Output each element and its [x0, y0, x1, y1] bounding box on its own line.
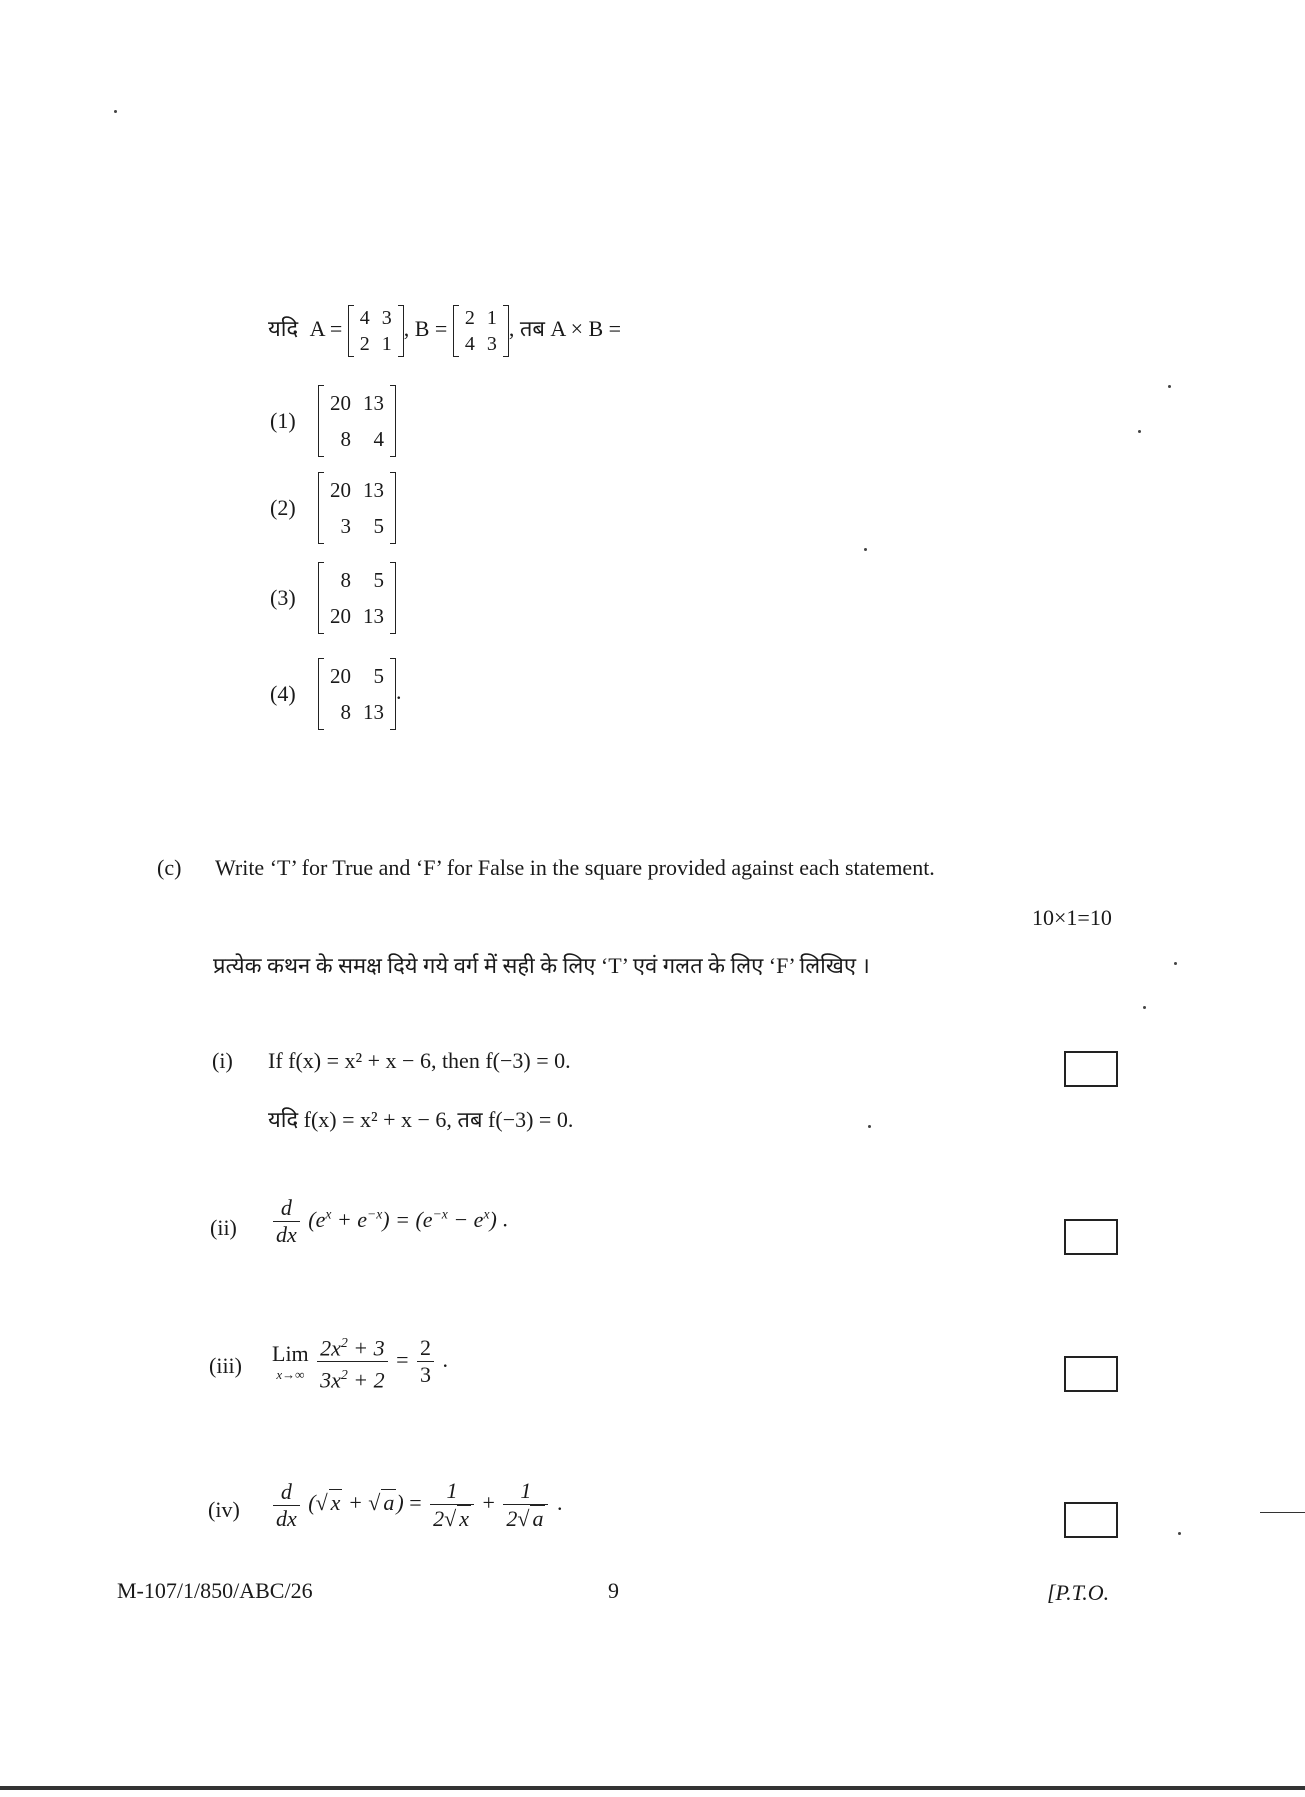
option-label: (1) — [270, 408, 296, 433]
option-matrix-cell: 4 — [373, 427, 384, 451]
answer-option — [270, 385, 396, 457]
option-matrix-cell: 20 — [330, 664, 351, 688]
matrix-b-cell: 4 — [464, 333, 475, 355]
matrix-a-cell: 4 — [359, 307, 370, 329]
option-matrix-cell: 13 — [363, 391, 384, 415]
option-trailing-period: . — [396, 679, 402, 705]
marks-distribution: 10×1=10 — [1032, 905, 1112, 930]
paper-code: M-107/1/850/ABC/26 — [117, 1578, 313, 1603]
option-matrix — [318, 562, 396, 634]
item-iii-expression: Lim x→∞ $\frac{2x^2 + 3}{3x^2 + 2}$ = $\frac{2}{3}$ . — [272, 1330, 448, 1394]
section-label: (c) — [157, 855, 182, 880]
option-matrix-cell: 8 — [340, 568, 351, 592]
answer-box-iii[interactable] — [1064, 1356, 1118, 1392]
matrix-b-cell: 3 — [486, 333, 497, 355]
option-matrix — [318, 472, 396, 544]
option-matrix-cell: 20 — [330, 604, 351, 628]
answer-box-i[interactable] — [1064, 1051, 1118, 1087]
item-label-iv: (iv) — [208, 1497, 240, 1522]
option-label: (2) — [270, 495, 296, 520]
matrix-b-label: , B = — [403, 316, 448, 342]
item-iv-expression: $\frac{d}{dx}$ (√ x + √ a) = $\frac{1}{2√ x}$ + $\frac{1}{2√ a}$ . — [270, 1478, 562, 1532]
item-label-iii: (iii) — [209, 1353, 242, 1378]
item-label-ii: (ii) — [210, 1215, 237, 1240]
matrix-b — [453, 305, 509, 357]
item-i-hindi: यदि f(x) = x² + x − 6, तब f(−3) = 0. — [268, 1107, 574, 1132]
option-matrix-cell: 5 — [373, 514, 384, 538]
matrix-b-cell: 2 — [464, 307, 475, 329]
question-suffix: , तब A × B = — [508, 316, 622, 342]
item-i-english: If f(x) = x² + x − 6, then f(−3) = 0. — [268, 1048, 571, 1073]
scan-edge-line — [0, 1786, 1305, 1790]
answer-box-ii[interactable] — [1064, 1219, 1118, 1255]
matrix-b-cell: 1 — [486, 307, 497, 329]
option-matrix-cell: 13 — [363, 700, 384, 724]
matrix-a-cell: 2 — [359, 333, 370, 355]
answer-option — [270, 658, 402, 730]
instruction-english: Write ‘T’ for True and ‘F’ for False in the square provided against each statement. — [215, 855, 935, 880]
option-matrix-cell: 13 — [363, 478, 384, 502]
question-prefix: यदि — [268, 316, 299, 342]
answer-box-iv[interactable] — [1064, 1502, 1118, 1538]
item-ii-expression: $\frac{d}{dx}$ $(e^x + e^{-x}) = (e^{-x} - e^x)$ . — [270, 1195, 508, 1248]
matrix-a-cell: 1 — [381, 333, 392, 355]
option-matrix-cell: 20 — [330, 478, 351, 502]
scan-speck — [1174, 962, 1177, 965]
page-number: 9 — [608, 1578, 619, 1603]
option-label: (4) — [270, 681, 296, 706]
scan-speck — [1143, 1006, 1146, 1009]
matrix-a-label: A = — [309, 316, 343, 342]
scan-speck — [1138, 430, 1141, 433]
option-matrix — [318, 385, 396, 457]
scan-speck — [1178, 1532, 1181, 1535]
option-matrix-cell: 3 — [340, 514, 351, 538]
answer-option — [270, 472, 396, 544]
option-matrix-cell: 5 — [373, 568, 384, 592]
please-turn-over: [P.T.O. — [1047, 1580, 1110, 1605]
matrix-a — [348, 305, 404, 357]
scan-speck — [868, 1125, 871, 1128]
option-matrix-cell: 20 — [330, 391, 351, 415]
answer-option — [270, 562, 396, 634]
item-label-i: (i) — [212, 1048, 233, 1073]
option-matrix-cell: 8 — [340, 700, 351, 724]
instruction-hindi: प्रत्येक कथन के समक्ष दिये गये वर्ग में सही के लिए ‘T’ एवं गलत के लिए ‘F’ लिखिए । — [213, 953, 870, 978]
option-matrix-cell: 13 — [363, 604, 384, 628]
option-matrix — [318, 658, 396, 730]
scan-speck — [1168, 385, 1171, 388]
matrix-question — [268, 305, 621, 357]
option-matrix-cell: 8 — [340, 427, 351, 451]
option-label: (3) — [270, 585, 296, 610]
scan-edge-mark — [1260, 1512, 1305, 1513]
scan-speck — [114, 110, 117, 113]
scan-speck — [864, 548, 867, 551]
matrix-a-cell: 3 — [381, 307, 392, 329]
option-matrix-cell: 5 — [373, 664, 384, 688]
